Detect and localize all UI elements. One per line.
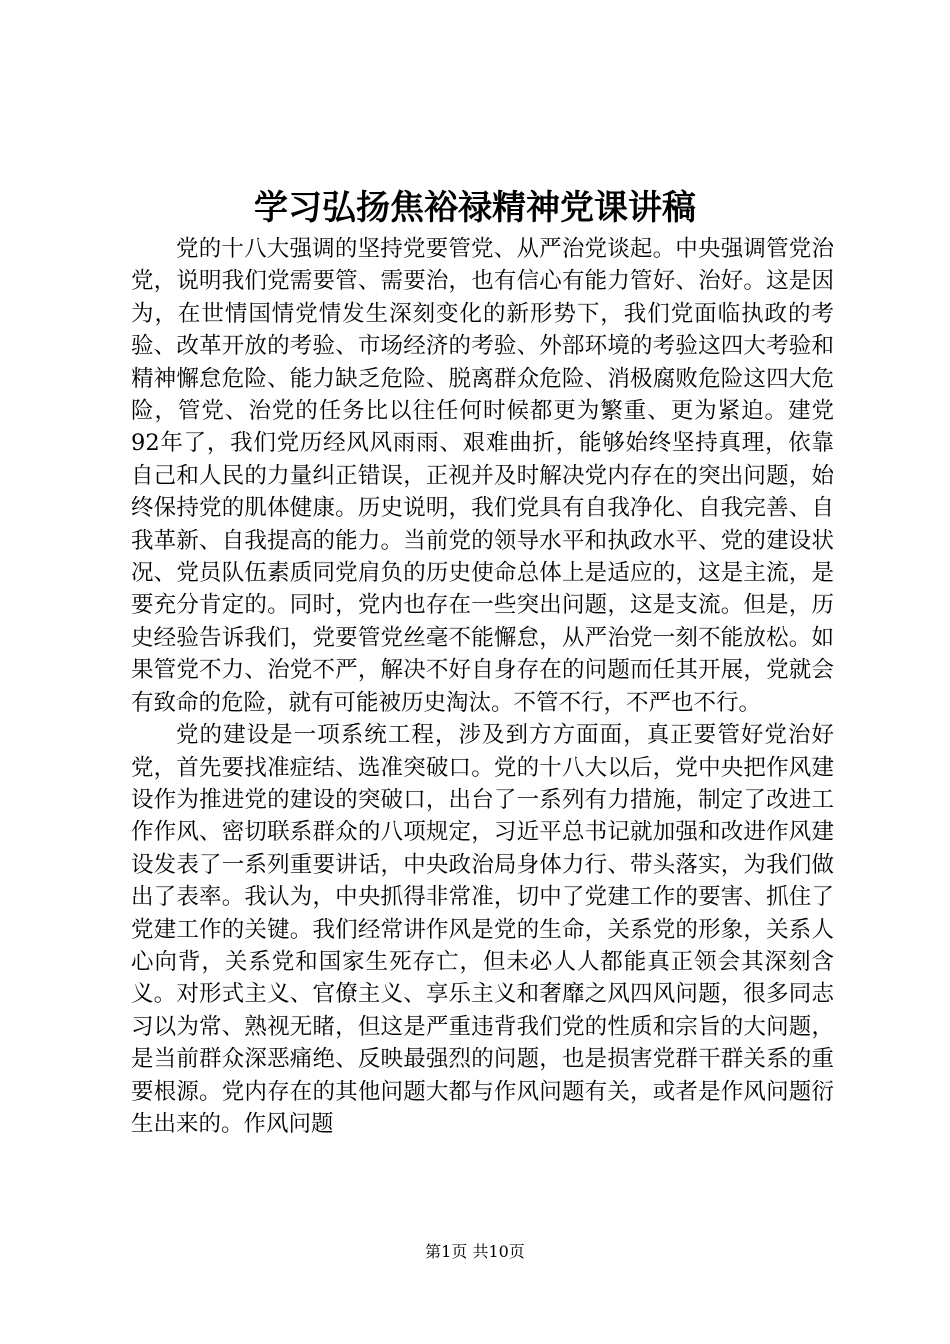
document-title: 学习弘扬焦裕禄精神党课讲稿 <box>254 188 696 228</box>
page-footer: 第1页 共10页 <box>425 1242 525 1261</box>
paragraph-1: 党的十八大强调的坚持党要管党、从严治党谈起。中央强调管党治党，说明我们党需要管、需要治，也有信心有能力管好、治好。这是因为，在世情国情党情发生深刻变化的新形势下，我们党面临执政的考验、改革开放的考验、市场经济的考验、外部环境的考验这四大考验和精神懈怠危险、能力缺乏危险、脱离群众危险、消极腐败危险这四大危险，管党、治党的任务比以往任何时候都更为繁重、更为紧迫。建党92年了，我们党历经风风雨雨、艰难曲折，能够始终坚持真理，依靠自己和人民的力量纠正错误，正视并及时解决党内存在的突出问题，始终保持党的肌体健康。历史说明，我们党具有自我净化、自我完善、自我革新、自我提高的能力。当前党的领导水平和执政水平、党的建设状况、党员队伍素质同党肩负的历史使命总体上是适应的，这是主流，是要充分肯定的。同时，党内也存在一些突出问题，这是支流。但是，历史经验告诉我们，党要管党丝毫不能懈怠，从严治党一刻不能放松。如果管党不力、治党不严，解决不好自身存在的问题而任其开展，党就会有致命的危险，就有可能被历史淘汰。不管不行，不严也不行。 <box>131 236 834 716</box>
document-body <box>131 233 834 1140</box>
paragraph-2: 党的建设是一项系统工程，涉及到方方面面，真正要管好党治好党，首先要找准症结、选准突破口。党的十八大以后，党中央把作风建设作为推进党的建设的突破口，出台了一系列有力措施，制定了改进工作作风、密切联系群众的八项规定，习近平总书记就加强和改进作风建设发表了一系列重要讲话，中央政治局身体力行、带头落实，为我们做出了表率。我认为，中央抓得非常准，切中了党建工作的要害、抓住了党建工作的关键。我们经常讲作风是党的生命，关系党的形象，关系人心向背，关系党和国家生死存亡，但未必人人都能真正领会其深刻含义。对形式主义、官僚主义、享乐主义和奢靡之风四风问题，很多同志习以为常、熟视无睹，但这是严重违背我们党的性质和宗旨的大问题，是当前群众深恶痛绝、反映最强烈的问题，也是损害党群干群关系的重要根源。党内存在的其他问题大都与作风问题有关，或者是作风问题衍生出来的。作风问题 <box>131 722 834 1137</box>
